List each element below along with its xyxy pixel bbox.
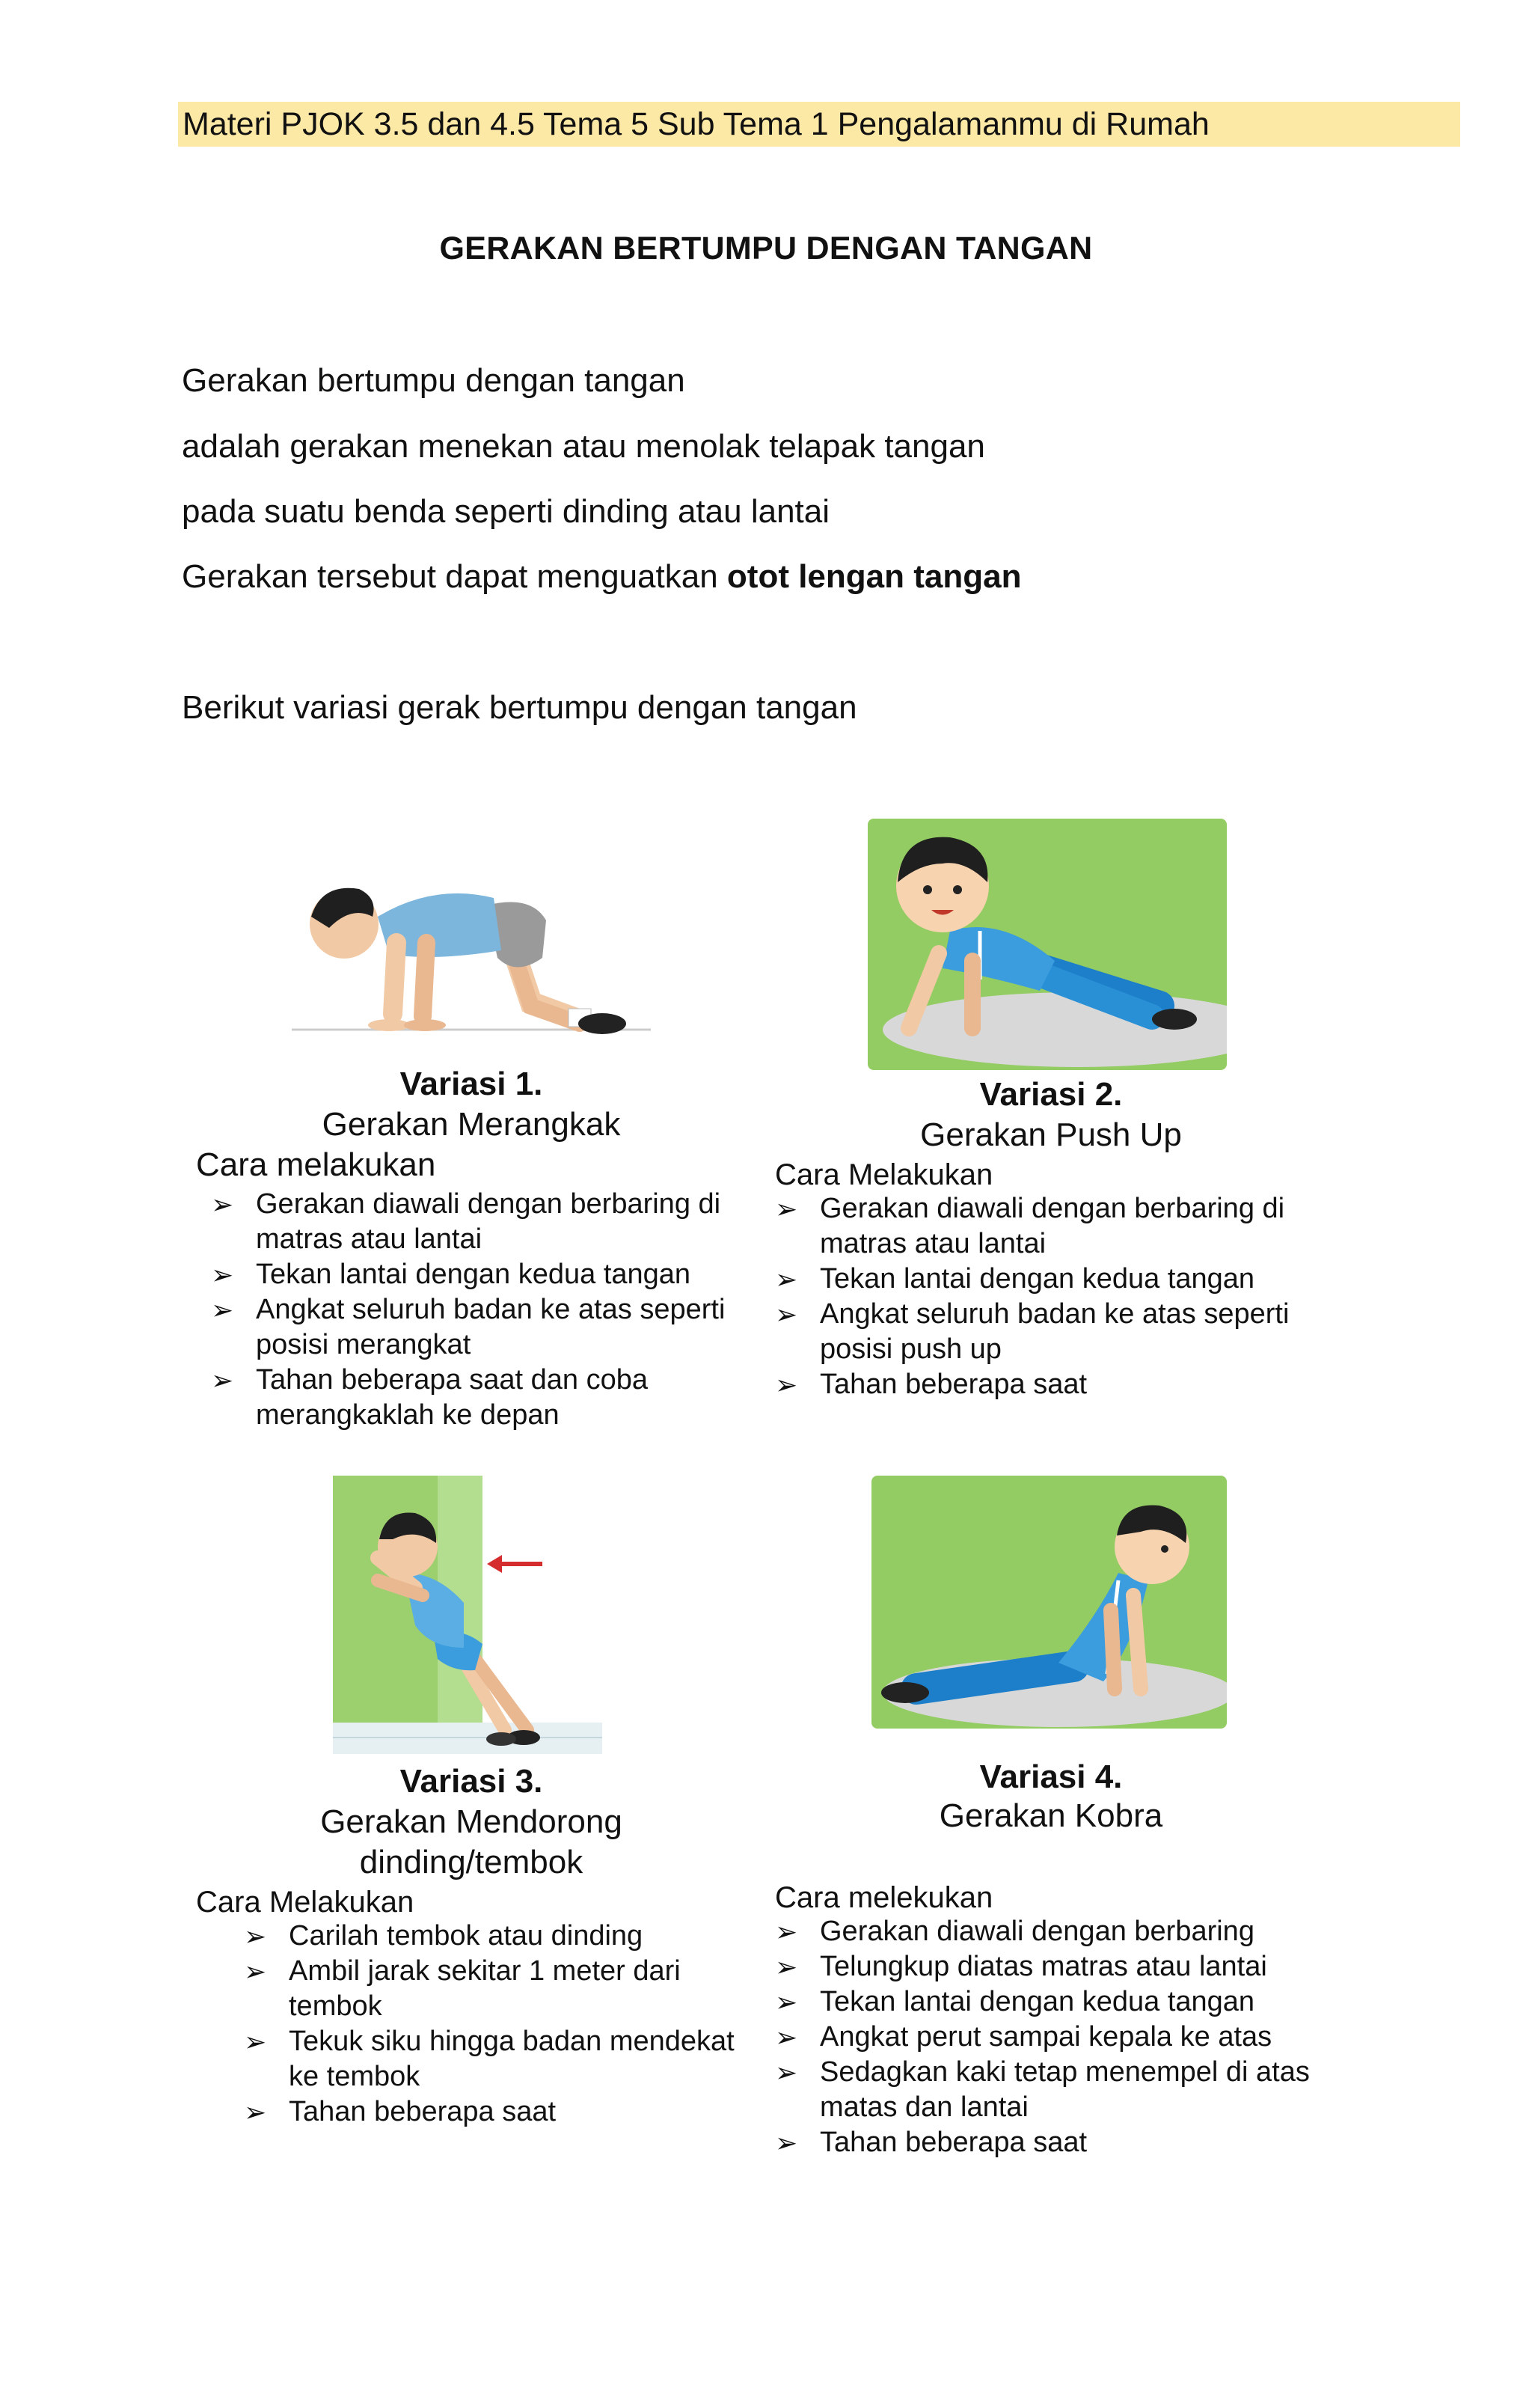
wall-push-child-illustration (333, 1476, 602, 1754)
pushup-child-illustration (868, 819, 1227, 1070)
bullet-arrow-icon: ➢ (211, 1295, 234, 1325)
variation-3-cara: Cara Melakukan (196, 1886, 414, 1919)
bullet-arrow-icon: ➢ (244, 2026, 267, 2057)
variation-3-number: Variasi 3. (399, 1763, 543, 1800)
bullet-arrow-icon: ➢ (775, 2022, 798, 2053)
intro-line-4 (182, 558, 1021, 596)
list-item: ➢ Carilah tembok atau dinding (244, 1919, 738, 1954)
list-item: ➢ Gerakan diawali dengan berbaring di matras atau lantai (775, 1193, 1285, 1259)
variation-1-steps (211, 1187, 750, 1433)
bullet-arrow-icon: ➢ (775, 1952, 798, 1982)
crawling-child-illustration (284, 823, 658, 1048)
list-item: ➢ Tekan lantai dengan kedua tangan (775, 1984, 1343, 2020)
list-item: ➢ Angkat seluruh badan ke atas seperti posisi merangkat (211, 1294, 726, 1360)
intro-line-4-text: Gerakan tersebut dapat menguatkan (182, 558, 727, 595)
variation-1-name: Gerakan Merangkak (322, 1106, 621, 1143)
variation-4-cara: Cara melekukan (775, 1881, 993, 1914)
list-item: ➢ Telungkup diatas matras atau lantai (775, 1949, 1343, 1984)
list-item: ➢ Tahan beberapa saat (775, 1367, 1343, 1402)
intro-line-2: adalah gerakan menekan atau menolak telapak tangan (182, 428, 985, 465)
bullet-arrow-icon: ➢ (244, 1921, 267, 1952)
intro-line-5: Berikut variasi gerak bertumpu dengan tangan (182, 689, 857, 726)
variation-2-cara: Cara Melakukan (775, 1158, 993, 1191)
bullet-arrow-icon: ➢ (211, 1259, 234, 1290)
bullet-arrow-icon: ➢ (775, 1916, 798, 1947)
variation-1-number: Variasi 1. (399, 1066, 543, 1102)
bullet-arrow-icon: ➢ (775, 1299, 798, 1330)
list-item: ➢ Tahan beberapa saat dan coba merangkaklah ke depan (211, 1364, 648, 1431)
variation-3-name: Gerakan Mendorong (320, 1803, 622, 1840)
bullet-arrow-icon: ➢ (244, 2097, 267, 2127)
page-title: GERAKAN BERTUMPU DENGAN TANGAN (439, 230, 1093, 266)
list-item: ➢ Tekan lantai dengan kedua tangan (775, 1262, 1343, 1297)
list-item: ➢ Tekuk siku hingga badan mendekat ke tembok (244, 2026, 735, 2092)
list-item: ➢ Tahan beberapa saat (775, 2125, 1343, 2160)
list-item: ➢ Tahan beberapa saat (244, 2094, 738, 2130)
bullet-arrow-icon: ➢ (211, 1365, 234, 1396)
list-item: ➢ Gerakan diawali dengan berbaring di matras atau lantai (211, 1188, 721, 1255)
variation-2-number: Variasi 2. (979, 1076, 1123, 1113)
list-item: ➢ Gerakan diawali dengan berbaring (775, 1914, 1343, 1949)
list-item: ➢ Angkat seluruh badan ke atas seperti posisi push up (775, 1298, 1290, 1365)
header-text: Materi PJOK 3.5 dan 4.5 Tema 5 Sub Tema 1 Pengalamanmu di Rumah (183, 106, 1210, 142)
variation-3-name-line-2: dinding/tembok (359, 1844, 583, 1880)
intro-line-3: pada suatu benda seperti dinding atau lantai (182, 493, 830, 530)
intro-line-4-bold: otot lengan tangan (726, 558, 1022, 595)
list-item: ➢ Ambil jarak sekitar 1 meter dari tembok (244, 1955, 681, 2022)
bullet-arrow-icon: ➢ (775, 2127, 798, 2158)
bullet-arrow-icon: ➢ (211, 1189, 234, 1220)
variation-2-name: Gerakan Push Up (920, 1116, 1182, 1153)
bullet-arrow-icon: ➢ (775, 1264, 798, 1295)
variation-4-number: Variasi 4. (979, 1758, 1123, 1795)
bullet-arrow-icon: ➢ (775, 1194, 798, 1224)
cobra-child-illustration (871, 1476, 1227, 1729)
bullet-arrow-icon: ➢ (775, 1987, 798, 2017)
variation-4-name: Gerakan Kobra (939, 1797, 1163, 1834)
variation-2-steps (775, 1191, 1343, 1402)
list-item: ➢ Tekan lantai dengan kedua tangan (211, 1257, 750, 1292)
list-item: ➢ Angkat perut sampai kepala ke atas (775, 2020, 1343, 2055)
variation-1-cara: Cara melakukan (196, 1146, 436, 1183)
bullet-arrow-icon: ➢ (775, 2057, 798, 2088)
header-highlight (178, 102, 1460, 147)
variation-4-steps (775, 1914, 1343, 2160)
variation-3-steps (244, 1919, 738, 2130)
intro-line-1: Gerakan bertumpu dengan tangan (182, 362, 685, 399)
bullet-arrow-icon: ➢ (244, 1956, 267, 1987)
list-item: ➢ Sedagkan kaki tetap menempel di atas matas dan lantai (775, 2056, 1310, 2123)
bullet-arrow-icon: ➢ (775, 1369, 798, 1400)
